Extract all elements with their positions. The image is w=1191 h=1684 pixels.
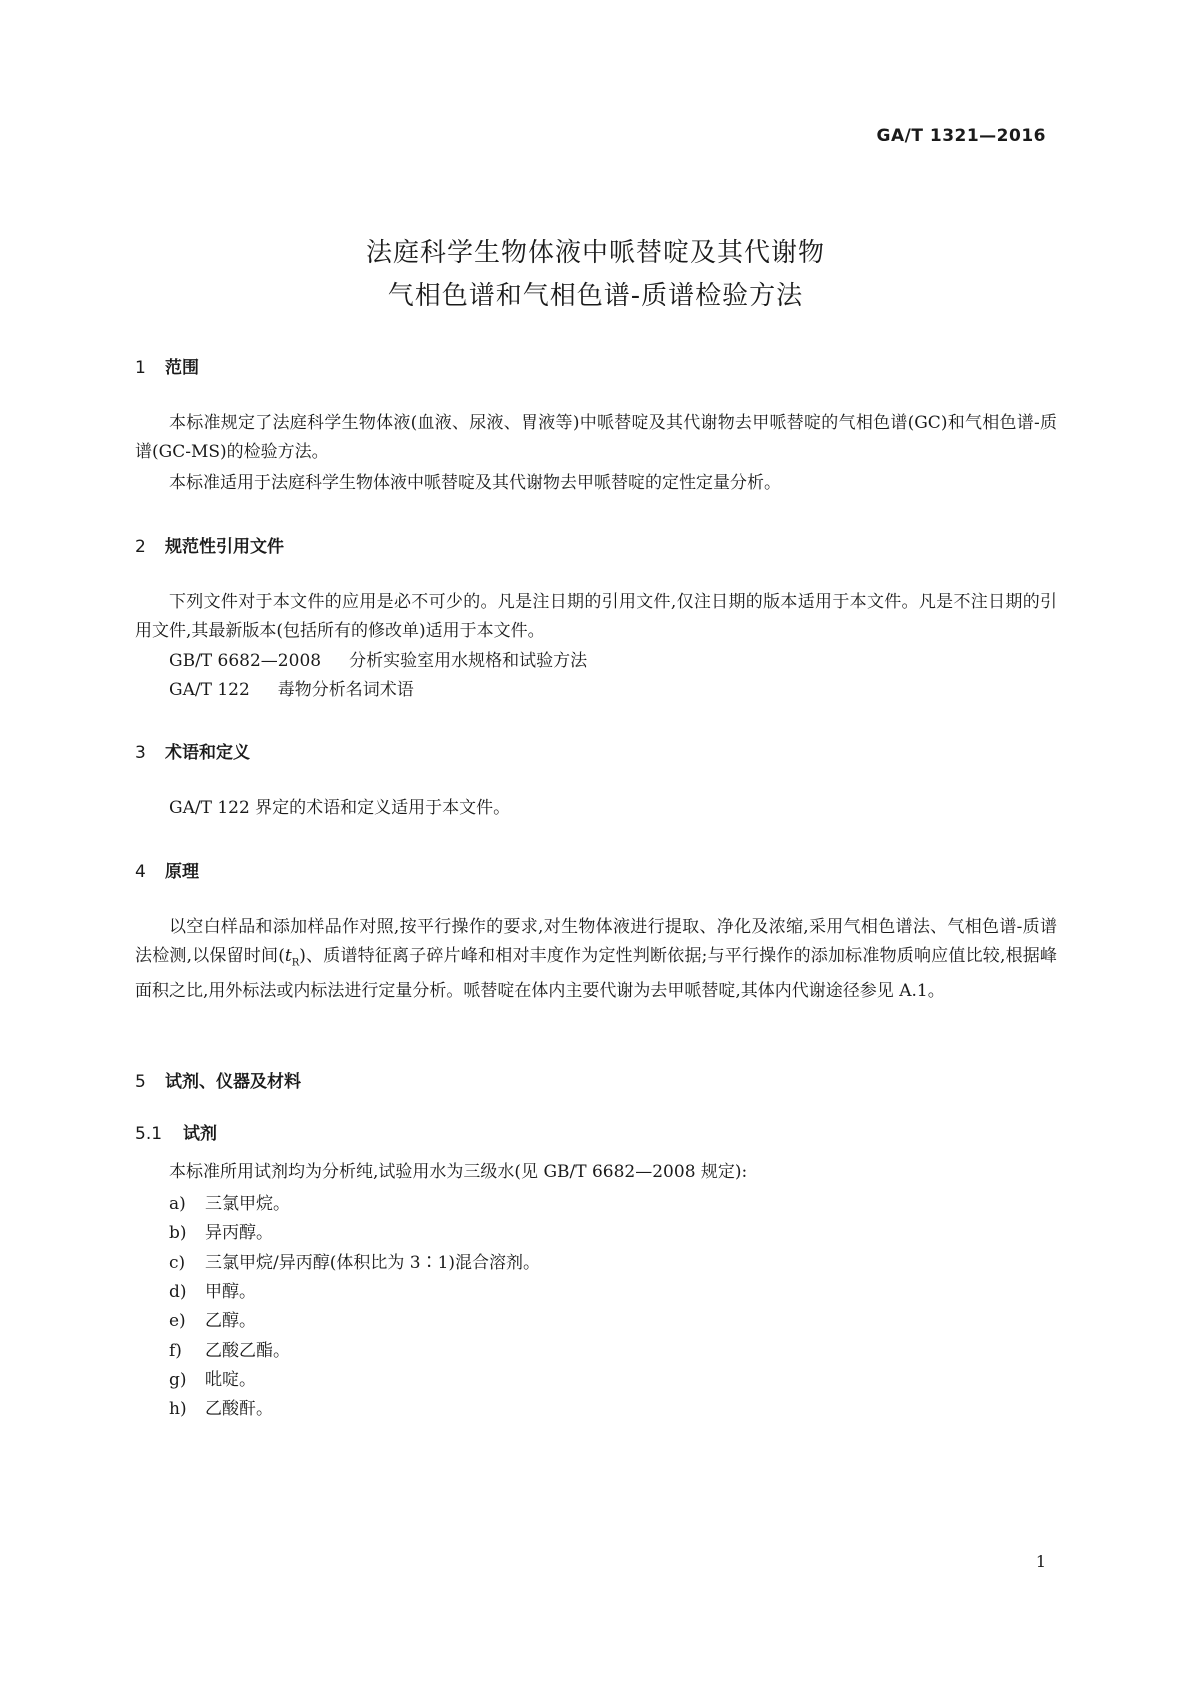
document-title-line-1: 法庭科学生物体液中哌替啶及其代谢物: [365, 238, 825, 268]
page-number: 1: [1035, 1552, 1046, 1571]
retention-time-subscript: R: [291, 957, 300, 969]
section-title: 术语和定义: [165, 743, 250, 763]
list-item: [169, 1307, 256, 1336]
section-1-heading: [135, 353, 199, 378]
subsection-number: 5.1: [135, 1124, 163, 1144]
section-number: 4: [135, 862, 146, 882]
list-item: [169, 1337, 290, 1366]
list-item-label: c): [169, 1253, 186, 1273]
list-item-text: 三氯甲烷。: [205, 1194, 290, 1214]
retention-time-symbol: t: [284, 946, 292, 966]
section-3-heading: [135, 738, 250, 763]
list-item-label: g): [169, 1370, 187, 1390]
list-item: [169, 1190, 290, 1219]
section-2-paragraph-1: 下列文件对于本文件的应用是必不可少的。凡是注日期的引用文件,仅注日期的版本适用于本文件。凡是不注日期的引用文件,其最新版本(包括所有的修改单)适用于本文件。: [135, 592, 1057, 641]
reference-code: GA/T 122: [169, 680, 250, 700]
list-item-text: 乙醇。: [205, 1311, 256, 1331]
reference-code: GB/T 6682—2008: [169, 651, 322, 671]
section-1-paragraph-1: 本标准规定了法庭科学生物体液(血液、尿液、胃液等)中哌替啶及其代谢物去甲哌替啶的气相色谱(GC)和气相色谱-质谱(GC-MS)的检验方法。: [135, 413, 1057, 462]
section-5-heading: [135, 1067, 301, 1092]
list-item: [169, 1278, 256, 1307]
section-title: 试剂、仪器及材料: [165, 1072, 301, 1092]
document-title-line-2: 气相色谱和气相色谱-质谱检验方法: [387, 281, 804, 311]
section-number: 5: [135, 1072, 146, 1092]
section-number: 1: [135, 358, 146, 378]
section-3-paragraph-1: GA/T 122 界定的术语和定义适用于本文件。: [169, 798, 511, 818]
list-item-text: 异丙醇。: [205, 1223, 273, 1243]
list-item: [169, 1395, 273, 1424]
section-title: 范围: [165, 358, 199, 378]
section-title: 规范性引用文件: [165, 537, 284, 557]
list-item-text: 甲醇。: [205, 1282, 256, 1302]
list-item-text: 乙酸乙酯。: [205, 1341, 290, 1361]
list-item: [169, 1366, 256, 1395]
list-item-label: a): [169, 1194, 186, 1214]
subsection-title: 试剂: [183, 1124, 217, 1144]
section-2-heading: [135, 532, 284, 557]
list-item-label: e): [169, 1311, 186, 1331]
list-item-label: d): [169, 1282, 187, 1302]
section-number: 3: [135, 743, 146, 763]
list-item: [169, 1249, 540, 1278]
reference-title: 分析实验室用水规格和试验方法: [349, 651, 588, 671]
reference-title: 毒物分析名词术语: [277, 680, 414, 700]
principle-text-part-1: 以空白样品和添加样品作对照,按平行操作的要求,对生物体液进行提取、净化及浓缩,采用气相色谱法、气相色谱-质谱法检测,以保留时间(: [135, 917, 1057, 966]
section-number: 2: [135, 537, 146, 557]
list-item-label: b): [169, 1223, 187, 1243]
section-5-1-paragraph-1: 本标准所用试剂均为分析纯,试验用水为三级水(见 GB/T 6682—2008 规定):: [169, 1162, 748, 1182]
list-item-text: 乙酸酐。: [205, 1399, 273, 1419]
list-item-text: 三氯甲烷/异丙醇(体积比为 3∶1)混合溶剂。: [205, 1253, 541, 1273]
standard-code: GA/T 1321—2016: [876, 126, 1046, 146]
normative-reference: [169, 647, 587, 676]
section-4-heading: [135, 857, 199, 882]
list-item-label: f): [169, 1341, 182, 1361]
subsection-5-1-heading: [135, 1119, 217, 1144]
section-1-paragraph-2: 本标准适用于法庭科学生物体液中哌替啶及其代谢物去甲哌替啶的定性定量分析。: [169, 473, 781, 493]
list-item-label: h): [169, 1399, 187, 1419]
section-title: 原理: [165, 862, 199, 882]
list-item-text: 吡啶。: [205, 1370, 256, 1390]
list-item: [169, 1219, 273, 1248]
principle-text-part-2: )、质谱特征离子碎片峰和相对丰度作为定性判断依据;与平行操作的添加标准物质响应值比较,根据峰面积之比,用外标法或内标法进行定量分析。哌替啶在体内主要代谢为去甲哌替啶,其体内代谢途径参见 A.1。: [135, 946, 1057, 1002]
section-4-paragraph-1: [135, 913, 1057, 1006]
normative-reference: [169, 676, 414, 705]
